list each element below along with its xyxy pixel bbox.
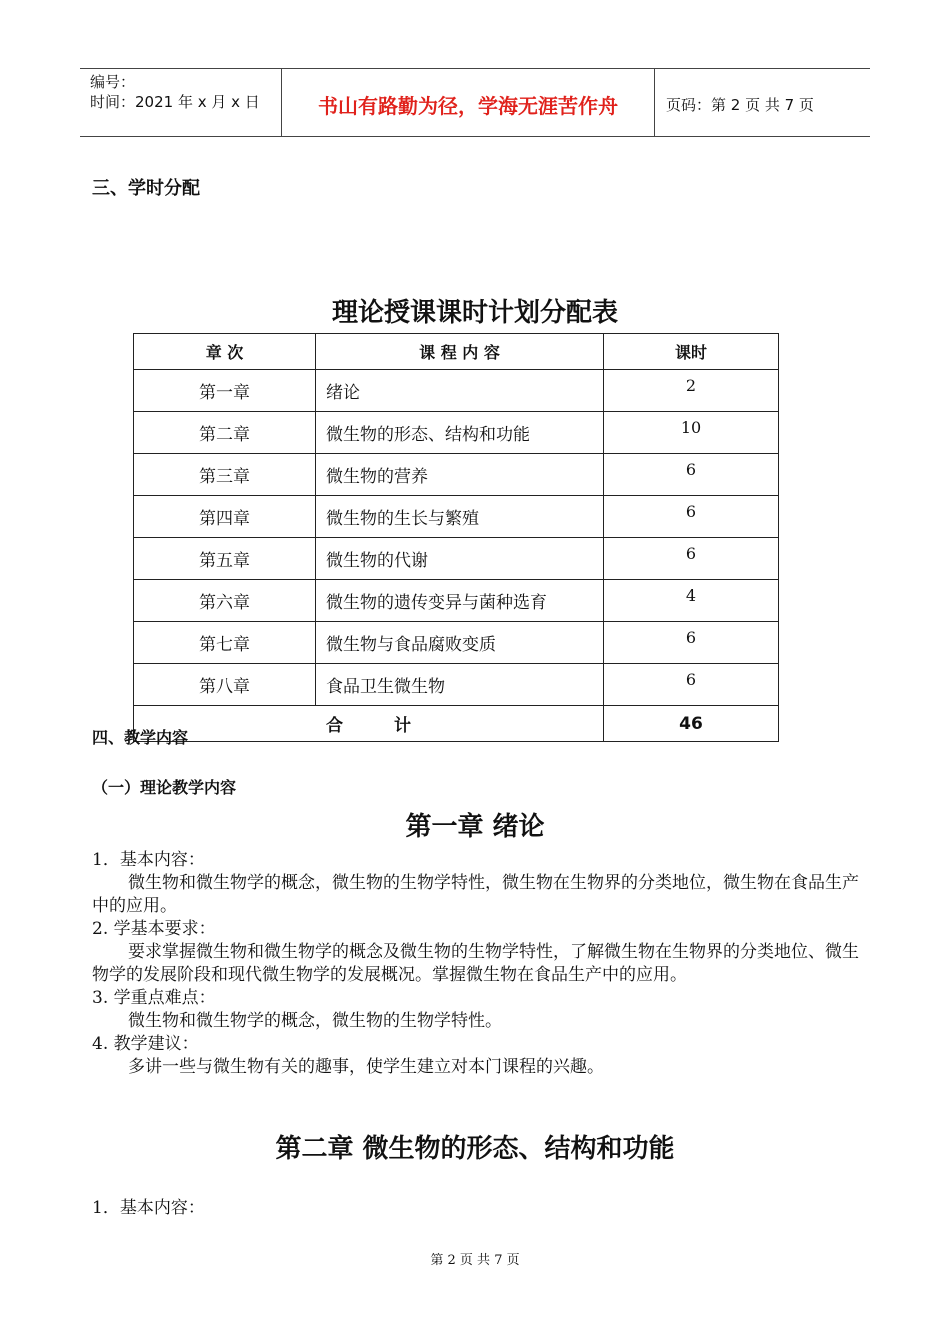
total-label: 合 计 [134,706,604,742]
item-label: 2. 学基本要求： [92,919,216,939]
number-label: 编号： [90,73,136,91]
table-title: 理论授课课时计划分配表 [331,298,618,328]
header-meta [90,72,260,112]
table-row [134,538,779,580]
hours-cell: 4 [604,580,779,622]
header-bottom-rule [80,136,870,137]
chapter-title: 第一章 绪论 [405,812,545,842]
table-row [134,454,779,496]
hours-cell: 10 [604,412,779,454]
item-text: 多讲一些与微生物有关的趣事，使学生建立对本门课程的兴趣。 [128,1057,604,1077]
content-cell: 微生物的形态、结构和功能 [316,412,604,454]
table-row [134,496,779,538]
item-label: 3. 学重点难点： [92,988,216,1008]
chapter-cell: 第五章 [134,538,316,580]
chapter-cell: 第七章 [134,622,316,664]
table-row [134,580,779,622]
table-row [134,412,779,454]
content-cell: 微生物的营养 [316,454,604,496]
section-heading: 四、教学内容 [92,728,189,747]
chapter-cell: 第八章 [134,664,316,706]
page-footer: 第 2 页 共 7 页 [430,1253,520,1268]
total-value: 46 [604,706,779,742]
hours-cell: 6 [604,454,779,496]
subsection-heading: （一）理论教学内容 [92,778,237,797]
item-label: 1．基本内容： [92,1198,205,1218]
item-label: 1．基本内容： [92,850,205,870]
content-cell: 微生物的遗传变异与菌种选育 [316,580,604,622]
column-header: 章 次 [134,334,316,370]
total-row [134,706,779,742]
column-header: 课时 [604,334,779,370]
header-motto: 书山有路勤为径，学海无涯苦作舟 [318,93,618,118]
chapter-body [92,849,872,1079]
header-top-rule [80,68,870,69]
hours-cell: 6 [604,538,779,580]
table-row [134,664,779,706]
hours-cell: 6 [604,664,779,706]
table-header-row [134,334,779,370]
hours-cell: 2 [604,370,779,412]
time-label: 时间：2021 年 x 月 x 日 [90,93,260,111]
column-header: 课 程 内 容 [316,334,604,370]
page-indicator: 页码：第 2 页 共 7 页 [666,95,814,114]
item-text: 要求掌握微生物和微生物学的概念及微生物的生物学特性，了解微生物在生物界的分类地位、微生物学的发展阶段和现代微生物学的发展概况。掌握微生物在食品生产中的应用。 [92,942,859,985]
content-cell: 微生物的代谢 [316,538,604,580]
section-heading: 三、学时分配 [92,178,200,199]
hours-cell: 6 [604,622,779,664]
content-cell: 食品卫生微生物 [316,664,604,706]
content-cell: 微生物的生长与繁殖 [316,496,604,538]
chapter-cell: 第一章 [134,370,316,412]
content-cell: 微生物与食品腐败变质 [316,622,604,664]
table-row [134,622,779,664]
content-cell: 绪论 [316,370,604,412]
item-label: 4. 教学建议： [92,1034,199,1054]
chapter-cell: 第二章 [134,412,316,454]
chapter-title: 第二章 微生物的形态、结构和功能 [275,1134,675,1164]
item-text: 微生物和微生物学的概念，微生物的生物学特性。 [128,1011,502,1031]
schedule-table [133,333,779,742]
chapter-cell: 第三章 [134,454,316,496]
chapter-cell: 第六章 [134,580,316,622]
hours-cell: 6 [604,496,779,538]
header-divider [654,69,655,136]
table-row [134,370,779,412]
chapter-cell: 第四章 [134,496,316,538]
item-text: 微生物和微生物学的概念，微生物的生物学特性，微生物在生物界的分类地位，微生物在食品生产中的应用。 [92,873,859,916]
